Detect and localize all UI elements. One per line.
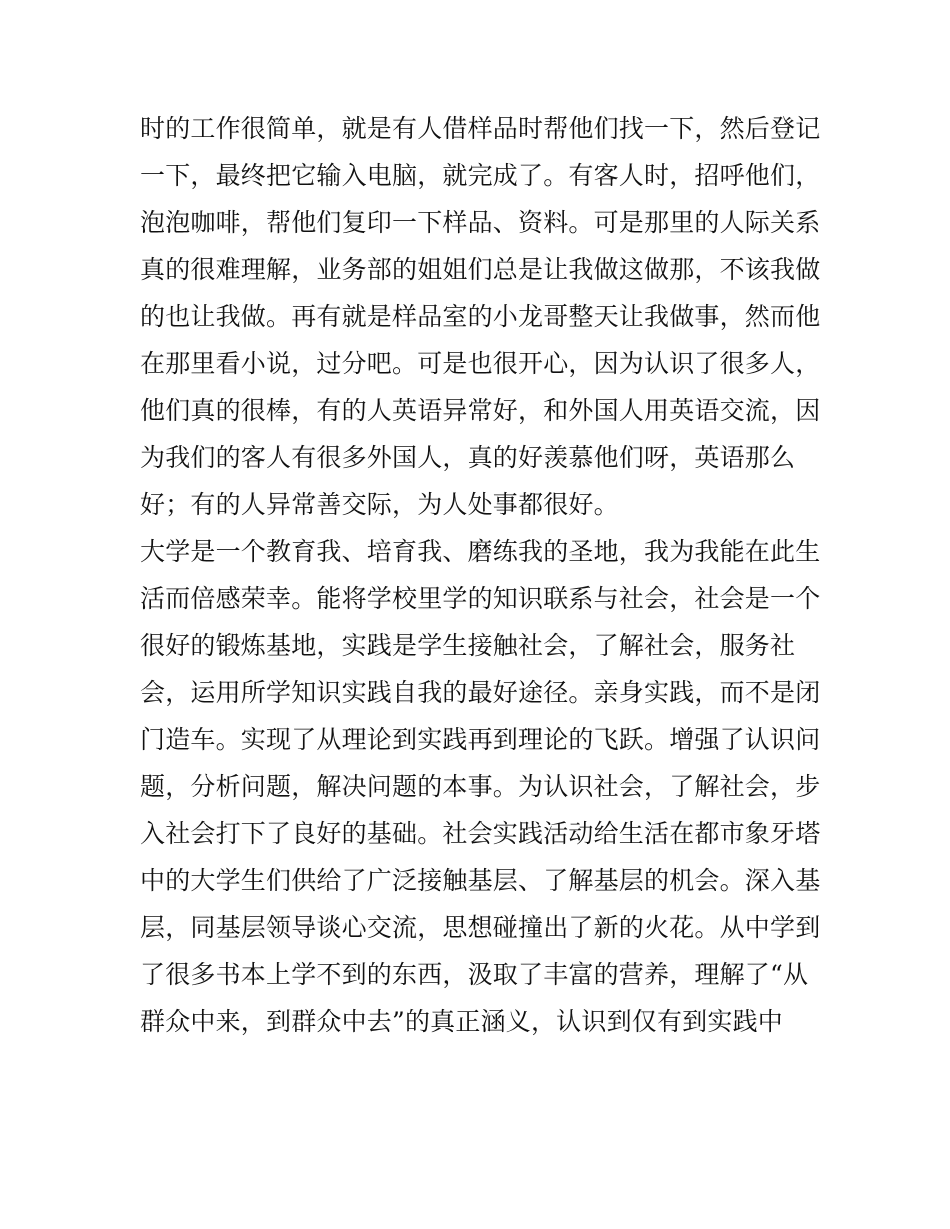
text-line: 入社会打下了良好的基础。社会实践活动给生活在都市象牙塔 [140, 819, 820, 848]
text-line: 了很多书本上学不到的东西，汲取了丰富的营养，理解了“从 [140, 960, 809, 989]
text-line: 在那里看小说，过分吧。可是也很开心，因为认识了很多人， [140, 349, 820, 378]
text-line: 中的大学生们供给了广泛接触基层、了解基层的机会。深入基 [140, 866, 820, 895]
text-line: 为我们的客人有很多外国人，真的好羡慕他们呀，英语那么 [140, 443, 796, 472]
text-line: 好；有的人异常善交际，为人处事都很好。 [140, 490, 619, 519]
text-line: 会，运用所学知识实践自我的最好途径。亲身实践，而不是闭 [140, 678, 820, 707]
text-line: 题，分析问题，解决问题的本事。为认识社会，了解社会，步 [140, 772, 820, 801]
text-line: 真的很难理解，业务部的姐姐们总是让我做这做那，不该我做 [140, 255, 820, 284]
text-line: 他们真的很棒，有的人英语异常好，和外国人用英语交流，因 [140, 396, 820, 425]
text-line: 一下，最终把它输入电脑，就完成了。有客人时，招呼他们， [140, 161, 820, 190]
text-line: 群众中来，到群众中去”的真正涵义，认识到仅有到实践中 [140, 1007, 783, 1036]
text-line: 层，同基层领导谈心交流，思想碰撞出了新的火花。从中学到 [140, 913, 820, 942]
text-line: 的也让我做。再有就是样品室的小龙哥整天让我做事，然而他 [140, 302, 820, 331]
text-line: 大学是一个教育我、培育我、磨练我的圣地，我为我能在此生 [140, 537, 820, 566]
paragraph-2 [140, 528, 820, 1045]
document-body [140, 105, 820, 1045]
paragraph-1 [140, 105, 820, 528]
text-line: 时的工作很简单，就是有人借样品时帮他们找一下，然后登记 [140, 114, 820, 143]
text-line: 泡泡咖啡，帮他们复印一下样品、资料。可是那里的人际关系 [140, 208, 820, 237]
text-line: 很好的锻炼基地，实践是学生接触社会，了解社会，服务社 [140, 631, 796, 660]
text-line: 门造车。实现了从理论到实践再到理论的飞跃。增强了认识问 [140, 725, 820, 754]
text-line: 活而倍感荣幸。能将学校里学的知识联系与社会，社会是一个 [140, 584, 820, 613]
